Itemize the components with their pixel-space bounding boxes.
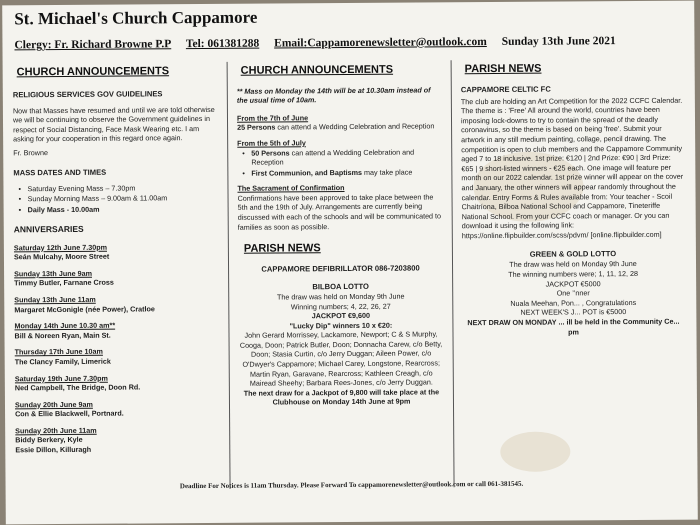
anniversary-date: Saturday 19th June 7.30pm — [14, 373, 108, 383]
mass-change-note: ** Mass on Monday the 14th will be at 10.30am instead of the usual time of 10am. — [236, 85, 431, 105]
section-heading: CHURCH ANNOUNCEMENTS — [16, 65, 170, 79]
anniversary-entry — [14, 320, 221, 341]
mass-time-item: • Daily Mass - 10.00am — [28, 204, 221, 215]
anniversaries-heading: ANNIVERSARIES — [13, 224, 84, 235]
clergy-label: Clergy: Fr. Richard Browne P.P — [14, 38, 172, 52]
services-text: Now that Masses have resumed and until we are told otherwise we will be continuing to observe the Government guidelines in respect of Social Distancing, Face Mask Wearing etc. I am asking for your cooperation in this regard once again. — [12, 104, 215, 144]
anniversary-date: Sunday 20th June 11am — [15, 425, 97, 436]
phone-number: Tel: 061381288 — [185, 37, 260, 51]
anniversary-name: Bill & Noreen Ryan, Main St. — [14, 330, 111, 341]
anniversary-entry — [15, 372, 222, 393]
anniversary-date: Sunday 13th June 11am — [14, 294, 96, 305]
mass-time-item: • Sunday Morning Mass – 9.00am & 11.00am — [28, 193, 221, 204]
anniversary-date: Thursday 17th June 10am — [14, 347, 103, 357]
july5-item-bold: 50 Persons — [251, 147, 290, 158]
column-parish-news — [461, 59, 686, 488]
july5-item — [251, 167, 442, 178]
anniversary-name: The Clancy Family, Limerick — [14, 356, 111, 367]
anniversary-entry — [15, 425, 222, 455]
gg-line: The draw was held on Monday 9th June — [509, 259, 637, 270]
anniversary-name: Con & Ellie Blackwell, Portnard. — [15, 408, 124, 419]
header-contact-line — [14, 35, 627, 51]
june7-text — [237, 122, 442, 133]
july5-item-text: can attend a Wedding Celebration and Reception — [251, 147, 415, 167]
july5-item — [251, 147, 442, 167]
july5-heading: From the 5th of July — [237, 138, 306, 148]
gg-next-draw: NEXT DRAW ON MONDAY ... ill be held in the Community Ce... pm — [467, 316, 680, 337]
column-divider — [227, 62, 231, 489]
newsletter-title: St. Michael's Church Cappamore — [14, 7, 258, 29]
celtic-fc-heading: CAPPAMORE CELTIC FC — [460, 84, 551, 94]
gg-line: The winning numbers were; 1, 11, 12, 28 — [508, 269, 638, 279]
anniversary-entry — [14, 268, 221, 289]
gg-line: Nuala Meehan, Pon... , Congratulations — [510, 297, 637, 308]
email-link[interactable]: Email:Cappamorenewsletter@outlook.com — [274, 36, 487, 50]
signoff: Fr. Browne — [13, 148, 49, 158]
defibrillator-notice: CAPPAMORE DEFIBRILLATOR 086-7203800 — [261, 263, 420, 274]
july5-item-bold: First Communion, and Baptisms — [251, 167, 363, 178]
gg-line: JACKPOT €5000 — [545, 278, 601, 289]
gg-line: NEXT WEEK'S J... POT is €5000 — [520, 307, 627, 318]
newsletter-sheet — [2, 1, 698, 525]
anniversary-entry — [14, 294, 221, 315]
issue-date: Sunday 13th June 2021 — [501, 35, 616, 48]
anniversary-entry — [15, 399, 222, 420]
services-heading: RELIGIOUS SERVICES GOV GUIDELINES — [12, 88, 163, 99]
anniversary-date: Monday 14th June 10.30 am** — [14, 320, 116, 331]
anniversary-date: Sunday 13th June 9am — [14, 268, 92, 279]
gg-line: One ’’nner — [556, 288, 590, 298]
bilboa-jackpot: JACKPOT €9,600 — [311, 310, 371, 321]
parish-news-heading: PARISH NEWS — [243, 242, 321, 255]
anniversary-name: Ned Campbell, The Bridge, Doon Rd. — [14, 382, 141, 393]
column-church-announcements-1 — [13, 62, 223, 490]
confirmation-heading: The Sacrament of Confirmation — [237, 183, 345, 194]
anniversary-name: Timmy Butler, Farnane Cross — [14, 278, 114, 288]
mass-times-heading: MASS DATES AND TIMES — [13, 167, 107, 177]
anniversary-name: Essie Dillon, Killuragh — [15, 444, 92, 455]
mass-time-item: • Saturday Evening Mass – 7.30pm — [27, 183, 220, 194]
section-heading: PARISH NEWS — [464, 62, 542, 76]
anniversary-entry — [15, 346, 222, 367]
june7-rest: can attend a Wedding Celebration and Reception — [275, 121, 435, 132]
anniversary-name: Seán Mulcahy, Moore Street — [13, 251, 110, 262]
june7-bold: 25 Persons — [237, 122, 276, 133]
section-heading: CHURCH ANNOUNCEMENTS — [240, 63, 394, 77]
june7-heading: From the 7th of June — [236, 113, 309, 123]
bilboa-line: The draw was held on Monday 9th June — [276, 291, 405, 302]
bilboa-lotto-heading: BILBOA LOTTO — [312, 281, 369, 292]
anniversary-entry — [14, 242, 221, 263]
confirmation-text: Confirmations have been approved to take place between the 5th and the 19th of July. Arrangements are currently being discussed with each of the schools and will be communicated to families as soon as possible. — [237, 192, 442, 232]
bilboa-next-draw: The next draw for a Jackpot of 9,800 will take place at the Clubhouse on Monday 14th June at 9pm — [243, 387, 440, 407]
column-church-announcements-2 — [237, 60, 445, 488]
deadline-footer: Deadline For Notices is 11am Thursday. Please Forward To cappamorenewsletter@outlook.com or call 061-381545. — [179, 479, 524, 491]
green-gold-lotto-heading: GREEN & GOLD LOTTO — [529, 249, 617, 260]
july5-item-text: may take place — [361, 167, 413, 177]
anniversary-name: Biddy Berkery, Kyle — [15, 435, 83, 445]
lucky-dip-winners: John Gerard Morrissey, Lackamore, Newport; C & S Murphy, Cooga, Doon; Patrick Butler, Doon; Donnacha Carew, c/o Betty, Doon; Stasia Curtin, c/o Jerry Duggan; Aileen Power, c/o O'Dwyer's Cappamore; Michael Carey, Longstone, Rearcross; Martin Ryan, Garavane, Rearcross; Kathleen Creagh, c/o Mairead Sheehy; Barbara Rees-Jones, c/o Jerry Duggan. — [239, 329, 443, 388]
column-divider — [451, 60, 455, 487]
anniversary-date: Sunday 20th June 9am — [14, 399, 93, 410]
anniversary-name: Margaret McGonigle (née Power), Cratloe — [14, 303, 155, 314]
lucky-dip-heading: "Lucky Dip" winners 10 x €20: — [289, 320, 393, 331]
celtic-fc-text: The club are holding an Art Competition for the 2022 CCFC Calendar. The theme is : 'Free' All around the world, countries have been imposing lock-downs to try to contain the spread of the deadly coronavirus, so the theme is based on being 'free'. Submit your artwork in any still medium painting, collage, pencil drawing. The competition is open to club members and the Cappamore Community aged 7 to 18 inclusive. 1st prize: €120 | 2nd Prize: €90 | 3rd Prize: €65 | 9 short-listed winners - €25 each. One image will feature per month on our 2022 calendar. 1st prize winner will appear on the cover and January, the other winners will appear randomly throughout the calendar. Entry Forms & Rules available from: Your teacher - Scoil Chaitríona, Bilboa National School and Cappamore, Tineteriffe National School. From your CCFC coach or manager. Or you can download it using the following link: https://online.flipbuilder.com/scss/pdvm/ [online.flipbuilder.com] — [460, 95, 684, 241]
bilboa-line: Winning numbers; 4, 22, 26, 27 — [290, 301, 391, 311]
anniversary-date: Saturday 12th June 7.30pm — [13, 242, 107, 253]
